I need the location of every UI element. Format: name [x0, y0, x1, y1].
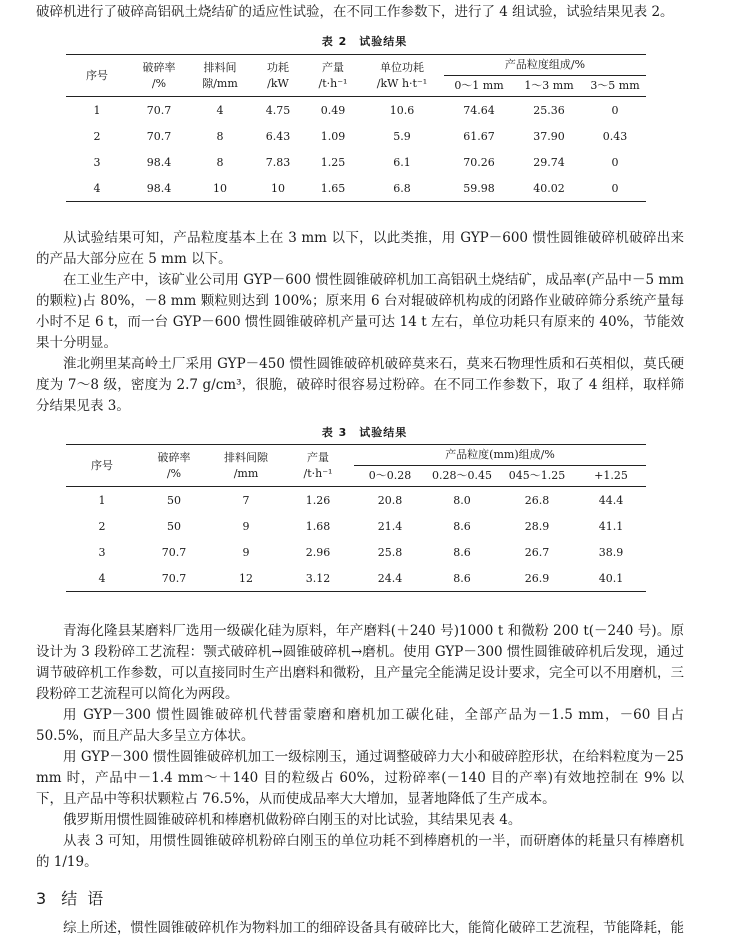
t3-head-sub-2: 0.28～0.45	[426, 466, 498, 487]
t2-head-output: 产量 /t·h⁻¹	[306, 55, 360, 97]
t3-head-sub-4: +1.25	[576, 466, 646, 487]
intro-text: 破碎机进行了破碎高铝矾土烧结矿的适应性试验，在不同工作参数下，进行了 4 组试验，试验结果见表 2。	[36, 4, 674, 20]
closing-paragraph	[36, 918, 684, 939]
section-title: 结语	[61, 889, 114, 908]
table2	[66, 54, 646, 202]
t3-head-no: 序号	[66, 445, 138, 487]
t2-head-sub-3: 3～5 mm	[584, 76, 646, 97]
table-row: 2 70.7 8 6.43 1.09 5.9 61.67 37.90 0.43	[93, 129, 628, 143]
t3-head-sub-1: 0～0.28	[354, 466, 426, 487]
paragraph: 在工业生产中，该矿业公司用 GYP－600 惯性圆锥破碎机加工高铝矾土烧结矿，成品率(产品中－5 mm 的颗粒)占 80%，－8 mm 颗粒则达到 100%；原来用 6 台对辊破碎机构成的闭路作业破碎筛分系统产量每小时不足 6 t，而一台 GYP－600 惯性圆锥破碎机产量可达 14 t 左右，单位功耗只有原来的 40%，节能效果十分明显。	[36, 272, 684, 351]
table2-caption: 表 2 试验结果	[321, 35, 408, 48]
table-row: 2 50 9 1.68 21.4 8.6 28.9 41.1	[98, 519, 624, 533]
paragraph: 从表 3 可知，用惯性圆锥破碎机粉碎白刚玉的单位功耗不到棒磨机的一半，而研磨体的耗量只有棒磨机的 1/19。	[36, 833, 684, 870]
table-row: 1 50 7 1.26 20.8 8.0 26.8 44.4	[98, 493, 624, 507]
t2-head-group: 产品粒度组成/%	[444, 55, 646, 76]
t3-head-output: 产量 /t·h⁻¹	[282, 445, 354, 487]
paragraph: 青海化隆县某磨料厂选用一级碳化硅为原料，年产磨料(＋240 号)1000 t 和微粉 200 t(－240 号)。原设计为 3 段粉碎工艺流程：颚式破碎机→圆锥破碎机→磨机。使用 GYP－300 惯性圆锥破碎机后发现，通过调节破碎机工作参数，可以直接同时生产出磨料和微粉，且产量完全能满足设计要求，完全可以不用磨机，三段粉碎工艺流程可以简化为两段。	[36, 623, 684, 702]
t2-head-power: 功耗 /kW	[250, 55, 306, 97]
section-number: 3	[36, 889, 48, 908]
t2-head-no: 序号	[66, 55, 128, 97]
t2-head-sub-1: 0～1 mm	[444, 76, 514, 97]
intro-paragraph	[36, 2, 684, 23]
section-heading	[36, 886, 113, 909]
table-row: 3 70.7 9 2.96 25.8 8.6 26.7 38.9	[98, 545, 624, 559]
t3-head-group: 产品粒度(mm)组成/%	[354, 445, 646, 466]
t3-head-gap: 排料间隙 /mm	[210, 445, 282, 487]
table-row: 3 98.4 8 7.83 1.25 6.1 70.26 29.74 0	[93, 155, 619, 169]
t2-head-unit-power: 单位功耗 /kW h·t⁻¹	[360, 55, 444, 97]
paragraph: 淮北朔里某高岭土厂采用 GYP－450 惯性圆锥破碎机破碎莫来石，莫来石物理性质和石英相似，莫氏硬度为 7～8 级，密度为 2.7 g/cm³，很脆，破碎时很容易过粉碎。在不同工作参数下，取了 4 组样，取样筛分结果见表 3。	[36, 356, 684, 414]
table-row: 4 98.4 10 10 1.65 6.8 59.98 40.02 0	[66, 175, 646, 202]
table3-caption: 表 3 试验结果	[321, 426, 408, 439]
t2-head-sub-2: 1～3 mm	[514, 76, 584, 97]
closing-text: 综上所述，惯性圆锥破碎机作为物料加工的细碎设备具有破碎比大，能简化破碎工艺流程，节能降耗，能	[63, 920, 684, 936]
table-row: 4 70.7 12 3.12 24.4 8.6 26.9 40.1	[66, 565, 646, 592]
paragraph: 用 GYP－300 惯性圆锥破碎机代替雷蒙磨和磨机加工碳化硅，全部产品为－1.5 mm，－60 目占 50.5%，而且产品大多呈立方体状。	[36, 707, 684, 744]
table-row: 1 70.7 4 4.75 0.49 10.6 74.64 25.36 0	[93, 103, 619, 117]
t3-head-sub-3: 045～1.25	[498, 466, 576, 487]
t2-head-rate: 破碎率 /%	[128, 55, 190, 97]
paragraphs-b	[36, 621, 684, 873]
paragraph: 俄罗斯用惯性圆锥破碎机和棒磨机做粉碎白刚玉的对比试验，其结果见表 4。	[63, 812, 522, 828]
paragraphs-a	[36, 228, 684, 417]
t3-head-rate: 破碎率 /%	[138, 445, 210, 487]
paragraph: 用 GYP－300 惯性圆锥破碎机加工一级棕刚玉，通过调整破碎力大小和破碎腔形状，在给料粒度为－25 mm 时，产品中－1.4 mm～＋140 目的粒级占 60%，过粉碎率(－140 目的产率)有效地控制在 9% 以下，且产品中等积状颗粒占 76.5%，从而使成品率大大增加，显著地降低了生产成本。	[36, 749, 684, 807]
table3	[66, 444, 646, 592]
paragraph: 从试验结果可知，产品粒度基本上在 3 mm 以下，以此类推，用 GYP－600 惯性圆锥破碎机破碎出来的产品大部分应在 5 mm 以下。	[36, 230, 684, 267]
t2-head-gap: 排料间 隙/mm	[190, 55, 250, 97]
